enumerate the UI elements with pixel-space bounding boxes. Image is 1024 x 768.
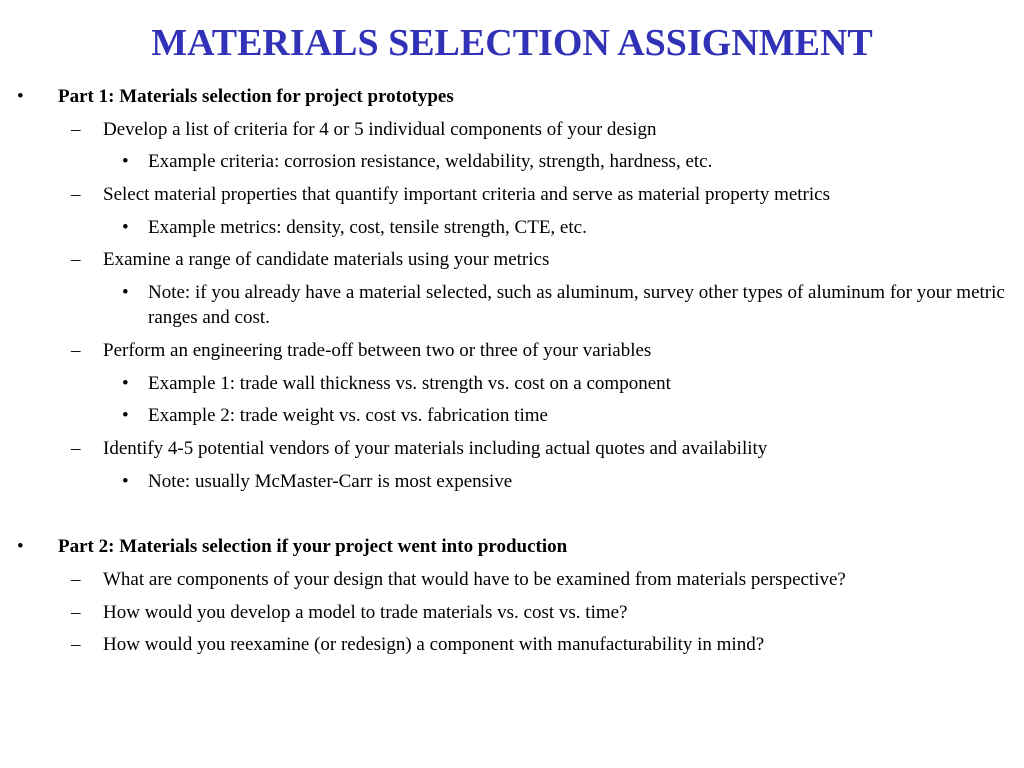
item-text: Note: if you already have a material selected, such as aluminum, survey other types of aluminum for your metric ranges and cost. xyxy=(148,282,1005,329)
part2-heading-text: Part 2: Materials selection if your project went into production xyxy=(58,536,568,558)
part1-sub-example-1 xyxy=(0,371,1024,396)
part1-item-vendors xyxy=(0,436,1024,461)
dash-marker: – xyxy=(71,568,81,590)
dash-marker: – xyxy=(71,249,81,271)
bullet-marker: • xyxy=(17,536,24,558)
dash-marker: – xyxy=(71,601,81,623)
dash-marker: – xyxy=(71,339,81,361)
dash-marker: – xyxy=(71,118,81,140)
item-text: Example 1: trade wall thickness vs. strength vs. cost on a component xyxy=(148,372,671,394)
item-text: Perform an engineering trade-off between two or three of your variables xyxy=(103,339,652,361)
bullet-marker: • xyxy=(122,470,129,492)
bullet-outline xyxy=(0,84,1024,665)
part1-sub-criteria-example xyxy=(0,149,1024,174)
bullet-marker: • xyxy=(122,151,129,173)
item-text: How would you develop a model to trade materials vs. cost vs. time? xyxy=(103,601,628,623)
part2-item-redesign xyxy=(0,632,1024,657)
dash-marker: – xyxy=(71,437,81,459)
part1-item-candidates xyxy=(0,247,1024,272)
part1-heading xyxy=(0,84,1024,109)
section-spacer xyxy=(0,501,1024,534)
part1-item-properties xyxy=(0,182,1024,207)
part1-heading-text: Part 1: Materials selection for project prototypes xyxy=(58,86,454,107)
item-text: Example metrics: density, cost, tensile strength, CTE, etc. xyxy=(148,216,587,238)
item-text: Develop a list of criteria for 4 or 5 individual components of your design xyxy=(103,118,657,140)
item-text: How would you reexamine (or redesign) a component with manufacturability in mind? xyxy=(103,634,765,656)
item-text: Select material properties that quantify important criteria and serve as material property metrics xyxy=(103,184,830,206)
item-text: Examine a range of candidate materials using your metrics xyxy=(103,249,550,271)
part1-item-tradeoff xyxy=(0,338,1024,363)
item-text: What are components of your design that would have to be examined from materials perspective? xyxy=(103,568,846,590)
bullet-marker: • xyxy=(122,282,129,304)
bullet-marker: • xyxy=(122,405,129,427)
bullet-marker: • xyxy=(122,216,129,238)
part1-sub-vendor-note xyxy=(0,469,1024,494)
bullet-marker: • xyxy=(122,372,129,394)
part1-item-criteria xyxy=(0,117,1024,142)
bullet-marker: • xyxy=(17,86,24,107)
item-text: Identify 4-5 potential vendors of your materials including actual quotes and availability xyxy=(103,437,768,459)
item-text: Example criteria: corrosion resistance, weldability, strength, hardness, etc. xyxy=(148,151,713,173)
part2-item-components xyxy=(0,567,1024,592)
part1-sub-metrics-example xyxy=(0,215,1024,240)
item-text: Note: usually McMaster-Carr is most expensive xyxy=(148,470,513,492)
part1-sub-aluminum-note xyxy=(0,280,1024,330)
dash-marker: – xyxy=(71,634,81,656)
part2-item-model xyxy=(0,600,1024,625)
dash-marker: – xyxy=(71,184,81,206)
part1-sub-example-2 xyxy=(0,403,1024,428)
part2-heading xyxy=(0,534,1024,559)
slide-title: MATERIALS SELECTION ASSIGNMENT xyxy=(151,22,873,64)
item-text: Example 2: trade weight vs. cost vs. fabrication time xyxy=(148,405,548,427)
